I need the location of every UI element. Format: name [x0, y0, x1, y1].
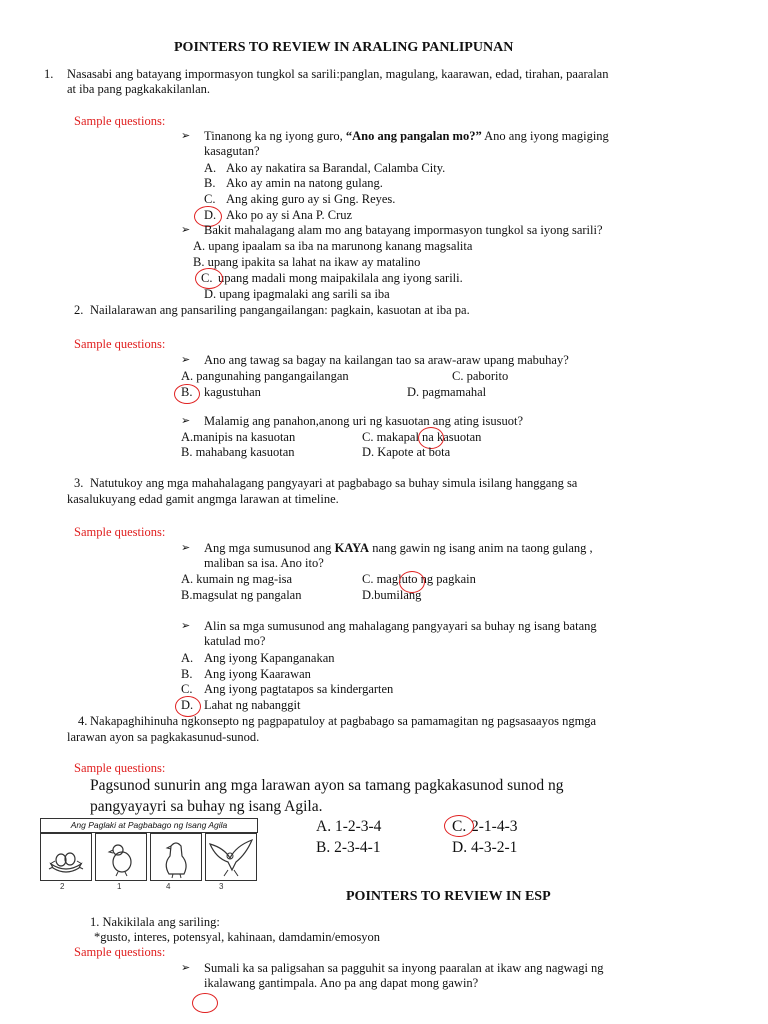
item-number-4: 4.: [78, 714, 88, 728]
option-text: Ang iyong Kaarawan: [204, 667, 311, 681]
nest-egg-image: [40, 833, 92, 881]
eaglet-image: [95, 833, 147, 881]
option-text: C. makapal na kasuotan: [362, 430, 482, 444]
page-title: POINTERS TO REVIEW IN ARALING PANLIPUNAN: [174, 40, 514, 55]
option-text: D. 4-3-2-1: [452, 839, 518, 856]
competency-1-line1: Nasasabi ang batayang impormasyon tungkol sa sarili:panglan, magulang, kaarawan, edad, tirahan, paaralan: [67, 67, 609, 81]
adult-eagle-image: [205, 833, 257, 881]
option-text: 2-1-4-3: [471, 818, 518, 835]
young-eagle-image: [150, 833, 202, 881]
question-3-2-line2: katulad mo?: [204, 634, 266, 648]
esp-item-1-subtopics: *gusto, interes, potensyal, kahinaan, damdamin/emosyon: [94, 930, 381, 944]
bullet-arrow-icon: ➢: [181, 542, 191, 554]
option-text: Ako ay nakatira sa Barandal, Calamba City.: [226, 161, 446, 175]
option-letter: C.: [204, 192, 216, 206]
sample-questions-label: Sample questions:: [74, 525, 166, 539]
answer-circle-mark: [174, 384, 200, 404]
option-letter: D.: [204, 208, 217, 222]
item-number-1: 1.: [44, 67, 54, 81]
option-letter: C.: [181, 682, 193, 696]
competency-2-line1: Nailalarawan ang pansariling pangangailangan: pagkain, kasuotan at iba pa.: [90, 303, 470, 317]
esp-title: POINTERS TO REVIEW IN ESP: [346, 889, 551, 904]
option-text: Ako ay amin na natong gulang.: [226, 176, 383, 190]
option-text: B.magsulat ng pangalan: [181, 588, 302, 602]
competency-1-line2: at iba pang pagkakakilanlan.: [67, 82, 210, 96]
competency-3-line1: Natutukoy ang mga mahahalagang pangyayari at pagbabago sa buhay simula isilang hanggang sa: [90, 476, 578, 490]
option-letter: B.: [181, 385, 193, 399]
bullet-arrow-icon: ➢: [181, 620, 191, 632]
option-letter: B.: [181, 667, 193, 681]
option-text: Ang aking guro ay si Gng. Reyes.: [226, 192, 396, 206]
question-4-1: Pagsunod sunurin ang mga larawan ayon sa tamang pagkakasunod sunod ng: [90, 777, 564, 794]
esp-item-1: 1. Nakikilala ang sariling:: [90, 915, 220, 929]
option-text: A. kumain ng mag-isa: [181, 572, 293, 586]
option-letter: A.: [181, 651, 194, 665]
option-text: D.bumilang: [362, 588, 422, 602]
sample-questions-label: Sample questions:: [74, 945, 166, 959]
competency-4-line1: Nakapaghihinuha ngkonsepto ng pagpapatuloy at pagbabago sa pamamagitan ng pagsasaayos ngmga: [90, 714, 597, 728]
answer-circle-mark: [444, 815, 474, 837]
question-3-1: Ang mga sumusunod ang KAYA nang gawin ng isang anim na taong gulang ,: [204, 541, 593, 555]
option-text: Ang iyong Kapanganakan: [204, 651, 335, 665]
question-2-1: Ano ang tawag sa bagay na kailangan tao sa araw-araw upang mabuhay?: [204, 353, 569, 367]
competency-3-line2: kasalukuyang edad gamit angmga larawan at timeline.: [67, 492, 339, 506]
question-3-1-line2: maliban sa isa. Ano ito?: [204, 556, 324, 570]
bullet-arrow-icon: ➢: [181, 962, 191, 974]
bullet-arrow-icon: ➢: [181, 415, 191, 427]
bullet-arrow-icon: ➢: [181, 224, 191, 236]
option-text: A. upang ipaalam sa iba na marunong kanang magsalita: [193, 239, 473, 253]
sample-questions-label: Sample questions:: [74, 761, 166, 775]
option-text: kagustuhan: [204, 385, 261, 399]
competency-4-line2: larawan ayon sa pagkakasunud-sunod.: [67, 730, 260, 744]
bullet-arrow-icon: ➢: [181, 354, 191, 366]
option-letter: A.: [204, 161, 217, 175]
sample-questions-label: Sample questions:: [74, 114, 166, 128]
picture-number: 1: [117, 882, 122, 891]
bullet-arrow-icon: ➢: [181, 130, 191, 142]
picture-number: 2: [60, 882, 65, 891]
option-text: B. 2-3-4-1: [316, 839, 381, 856]
option-text: A. pangunahing pangangailangan: [181, 369, 349, 383]
option-letter: C.: [201, 271, 213, 285]
sample-questions-label: Sample questions:: [74, 337, 166, 351]
option-text: A. 1-2-3-4: [316, 818, 382, 835]
item-number-3: 3.: [74, 476, 84, 490]
question-1-1-line2: kasagutan?: [204, 144, 260, 158]
esp-question-1: Sumali ka sa paligsahan sa pagguhit sa inyong paaralan at ikaw ang nagwagi ng: [204, 961, 604, 975]
option-letter: C.: [452, 818, 467, 835]
option-text: B. upang ipakita sa lahat na ikaw ay matalino: [193, 255, 421, 269]
option-text: D. upang ipagmalaki ang sarili sa iba: [204, 287, 390, 301]
option-text: B. mahabang kasuotan: [181, 445, 295, 459]
esp-question-1-line2: ikalawang gantimpala. Ano pa ang dapat mong gawin?: [204, 976, 479, 990]
answer-circle-mark: [192, 993, 218, 1013]
item-number-2: 2.: [74, 303, 84, 317]
question-1-1: Tinanong ka ng iyong guro, “Ano ang pangalan mo?” Ano ang iyong magiging: [204, 129, 609, 143]
option-letter: D.: [181, 698, 194, 712]
option-text: D. Kapote at bota: [362, 445, 451, 459]
option-text: C. paborito: [452, 369, 509, 383]
question-2-2: Malamig ang panahon,anong uri ng kasuotan ang ating isusuot?: [204, 414, 524, 428]
option-text: upang madali mong maipakilala ang iyong sarili.: [218, 271, 463, 285]
option-text: A.manipis na kasuotan: [181, 430, 296, 444]
option-text: Ang iyong pagtatapos sa kindergarten: [204, 682, 394, 696]
answer-circle-mark: [195, 268, 223, 289]
eagle-strip-title: Ang Paglaki at Pagbabago ng Isang Agila: [40, 818, 258, 833]
option-text: D. pagmamahal: [407, 385, 487, 399]
option-text: Lahat ng nabanggit: [204, 698, 301, 712]
option-text: Ako po ay si Ana P. Cruz: [226, 208, 353, 222]
question-1-2: Bakit mahalagang alam mo ang batayang impormasyon tungkol sa iyong sarili?: [204, 223, 603, 237]
option-letter: B.: [204, 176, 216, 190]
picture-number: 4: [166, 882, 171, 891]
picture-number: 3: [219, 882, 224, 891]
question-3-2: Alin sa mga sumusunod ang mahalagang pangyayari sa buhay ng isang batang: [204, 619, 597, 633]
option-text: C. magluto ng pagkain: [362, 572, 476, 586]
question-4-1-line2: pangyayayri sa buhay ng isang Agila.: [90, 798, 323, 815]
